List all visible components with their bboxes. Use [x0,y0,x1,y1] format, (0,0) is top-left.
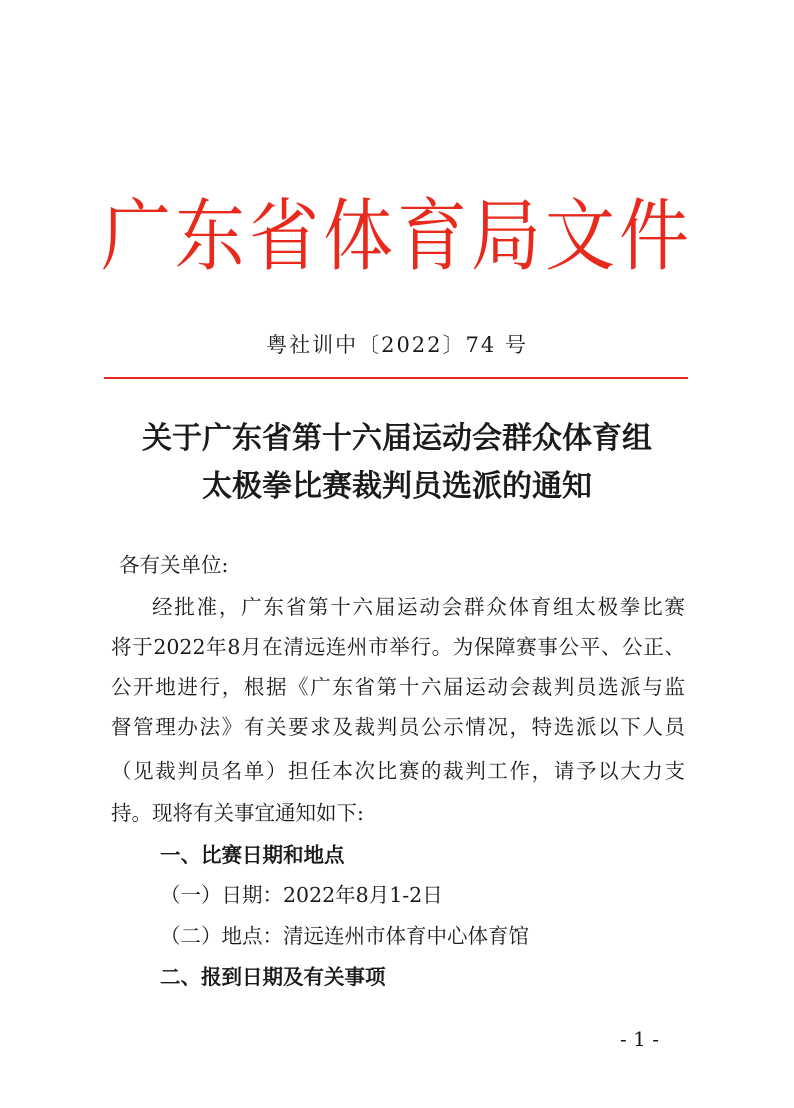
body-line-4: 督管理办法》有关要求及裁判员公示情况，特选派以下人员 [111,715,685,739]
body-line-2: 将于2022年8月在清远连州市举行。为保障赛事公平、公正、 [111,635,685,659]
notice-title-line-1: 关于广东省第十六届运动会群众体育组 [142,421,652,456]
page-number: - 1 - [620,1027,659,1051]
body-line-5: （见裁判员名单）担任本次比赛的裁判工作，请予以大力支 [111,759,685,783]
body-line-6: 持。现将有关事宜通知如下: [111,801,364,825]
notice-title-line-2: 太极拳比赛裁判员选派的通知 [202,469,592,504]
document-masthead: 广东省体育局文件 [101,190,693,282]
document-number: 粤社训中〔2022〕74 号 [266,333,528,357]
salutation: 各有关单位: [119,553,229,577]
body-line-3: 公开地进行，根据《广东省第十六届运动会裁判员选派与监 [111,675,685,699]
body-line-1: 经批准，广东省第十六届运动会群众体育组太极拳比赛 [152,595,685,619]
red-divider-line [104,377,688,379]
section-2-heading: 二、报到日期及有关事项 [160,965,386,989]
section-1-item-2: （二）地点：清远连州市体育中心体育馆 [160,924,529,948]
section-1-item-1: （一）日期：2022年8月1-2日 [160,883,443,907]
section-1-heading: 一、比赛日期和地点 [160,843,345,867]
